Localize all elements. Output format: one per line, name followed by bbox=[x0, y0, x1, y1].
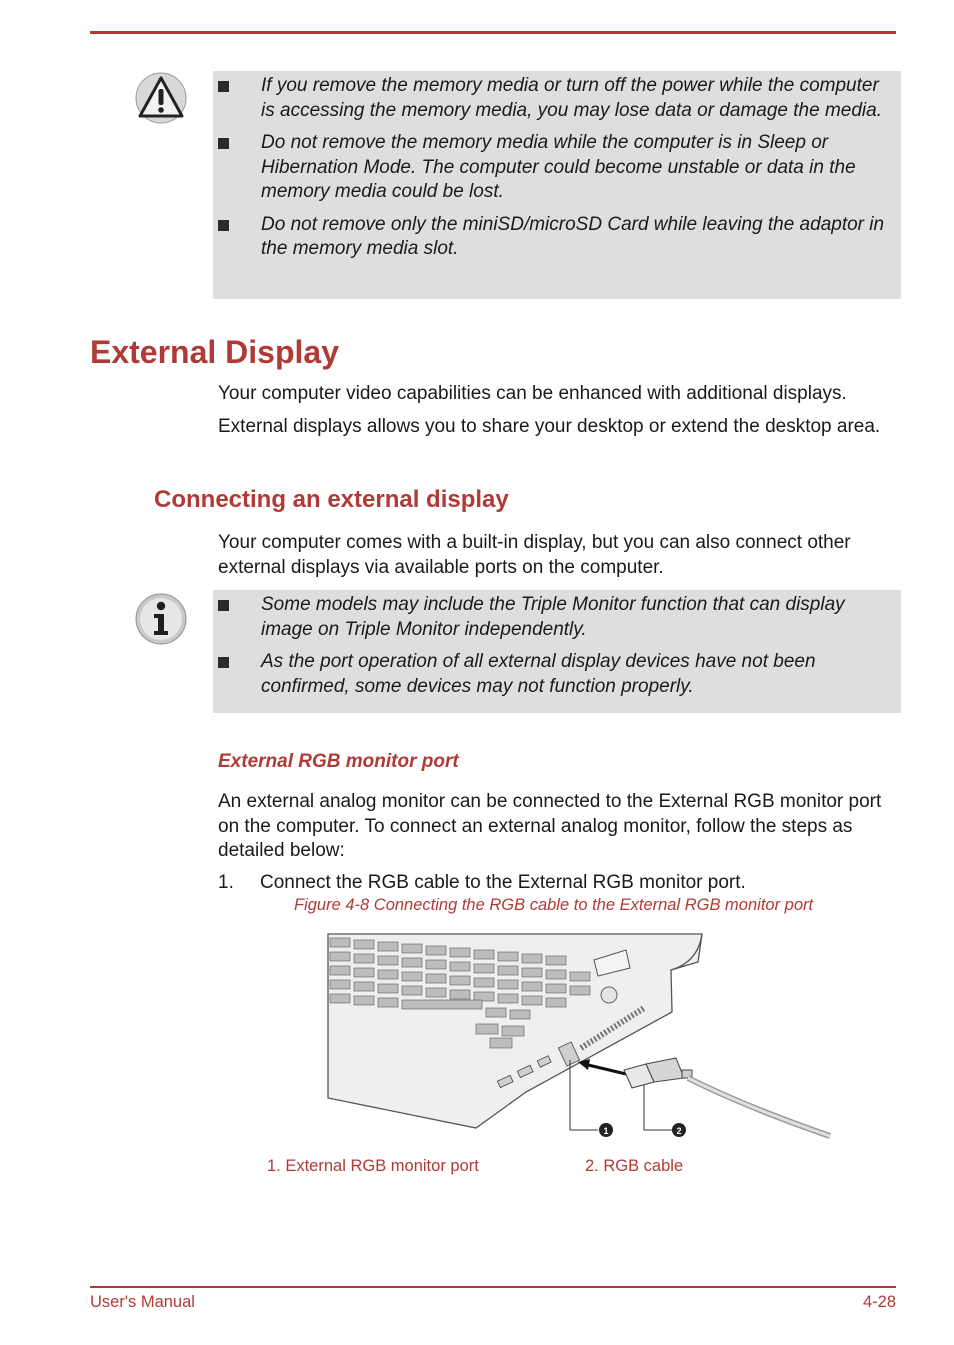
caution-item: Do not remove only the miniSD/microSD Card while leaving the adaptor in the memory media slot. bbox=[213, 213, 887, 262]
caution-triangle-icon bbox=[135, 72, 187, 124]
info-box bbox=[213, 590, 901, 713]
subsection-paragraph: Your computer comes with a built-in display, but you can also connect other external displays via available ports on the computer. bbox=[218, 532, 851, 578]
section-title: External Display bbox=[90, 334, 339, 370]
rgb-paragraph: An external analog monitor can be connected to the External RGB monitor port on the computer. To connect an external analog monitor, follow the steps as detailed below: bbox=[218, 791, 882, 861]
rgb-port-title: External RGB monitor port bbox=[218, 751, 459, 772]
step-item bbox=[218, 871, 746, 896]
callout-1-label: 1 bbox=[603, 1126, 609, 1136]
figure-caption: Figure 4-8 Connecting the RGB cable to the External RGB monitor port bbox=[294, 896, 814, 914]
step-number: 1. bbox=[218, 872, 234, 893]
footer-rule bbox=[90, 1286, 896, 1288]
caution-item: If you remove the memory media or turn off the power while the computer is accessing the memory media, you may lose data or damage the media. bbox=[213, 74, 887, 123]
step-text: Connect the RGB cable to the External RGB monitor port. bbox=[260, 872, 746, 893]
info-icon bbox=[135, 593, 187, 645]
laptop-rgb-illustration bbox=[326, 932, 832, 1148]
figure-legend-1: 1. External RGB monitor port bbox=[267, 1157, 479, 1175]
bullet-icon bbox=[218, 657, 229, 668]
bullet-icon bbox=[218, 81, 229, 92]
header-rule bbox=[90, 31, 896, 34]
info-item: As the port operation of all external display devices have not been confirmed, some devices may not function properly. bbox=[213, 650, 887, 699]
callout-2-label: 2 bbox=[676, 1126, 682, 1136]
bullet-icon bbox=[218, 138, 229, 149]
subsection-title: Connecting an external display bbox=[154, 486, 509, 513]
page-number: 4-28 bbox=[862, 1293, 896, 1311]
bullet-icon bbox=[218, 600, 229, 611]
figure-legend-2: 2. RGB cable bbox=[585, 1157, 684, 1175]
info-item: Some models may include the Triple Monitor function that can display image on Triple Monitor independently. bbox=[213, 593, 887, 642]
caution-item: Do not remove the memory media while the computer is in Sleep or Hibernation Mode. The computer could become unstable or data in the memory media could be lost. bbox=[213, 131, 887, 205]
section-paragraph: Your computer video capabilities can be enhanced with additional displays. bbox=[218, 383, 847, 404]
caution-box bbox=[213, 71, 901, 299]
section-paragraph: External displays allows you to share your desktop or extend the desktop area. bbox=[218, 416, 881, 437]
footer-title: User's Manual bbox=[90, 1293, 195, 1311]
bullet-icon bbox=[218, 220, 229, 231]
